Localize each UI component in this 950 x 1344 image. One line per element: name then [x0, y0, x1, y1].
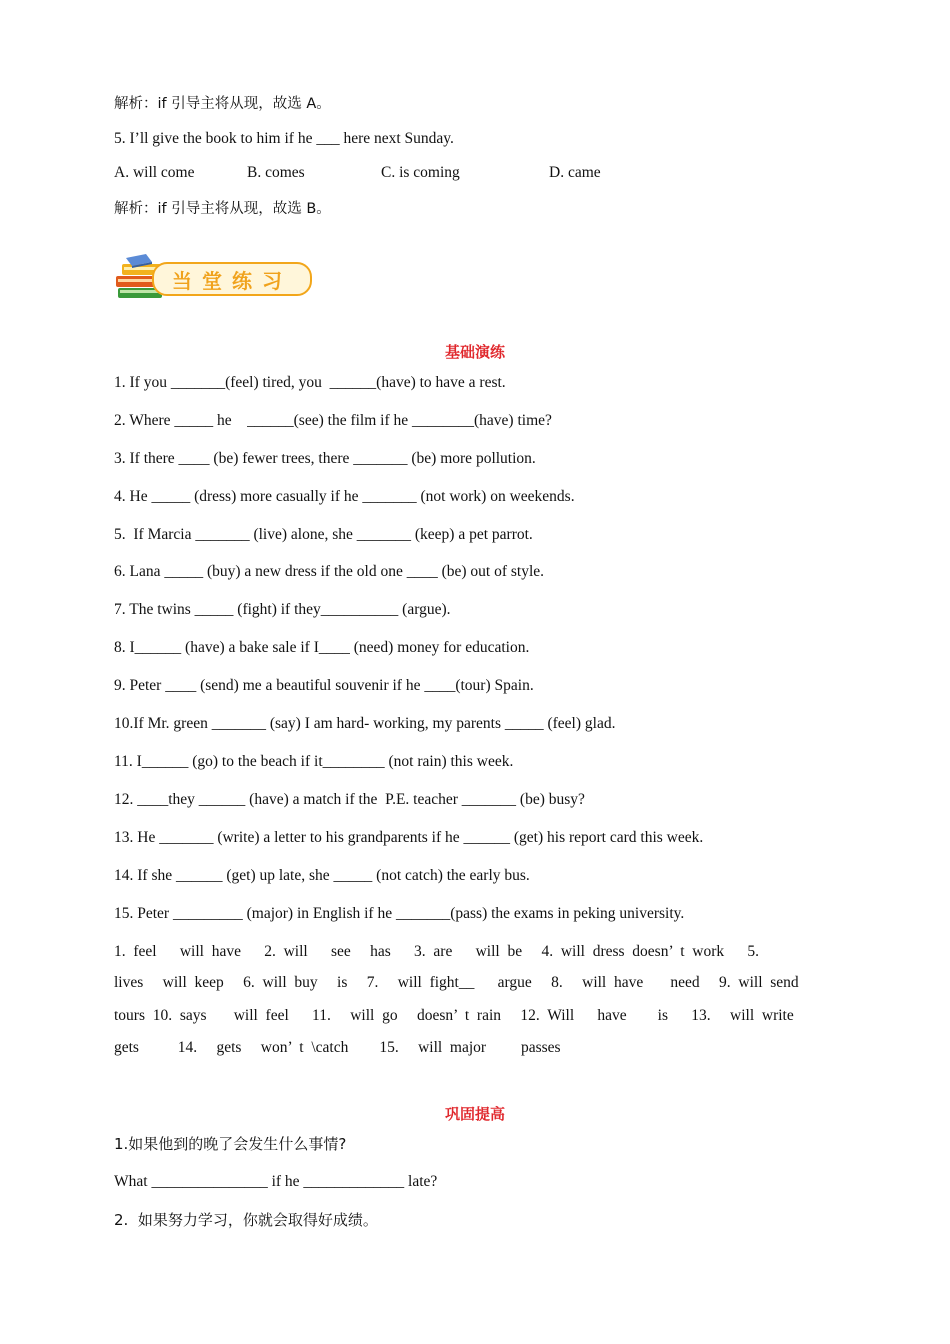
improve-q2-chinese: 2. 如果努力学习，你就会取得好成绩。	[114, 1211, 378, 1229]
analysis-4: 解析：if 引导主将从现，故选 A。	[114, 96, 331, 112]
option-c: C. is coming	[381, 164, 460, 181]
question-item: 12. ____they ______ (have) a match if the P.E. teacher _______ (be) busy?	[114, 791, 585, 808]
question-5: 5. I’ll give the book to him if he ___ here next Sunday.	[114, 130, 454, 147]
section-banner	[112, 252, 312, 306]
question-item: 13. He _______ (write) a letter to his grandparents if he ______ (get) his report card this week.	[114, 829, 704, 846]
option-d: D. came	[549, 164, 601, 181]
question-item: 11. I______ (go) to the beach if it________ (not rain) this week.	[114, 753, 514, 770]
option-b: B. comes	[247, 164, 305, 181]
option-a: A. will come	[114, 164, 195, 181]
improve-heading: 巩固提高	[444, 1105, 505, 1123]
question-item: 1. If you _______(feel) tired, you ______(have) to have a rest.	[114, 374, 506, 391]
basic-heading: 基础演练	[444, 343, 505, 361]
question-item: 15. Peter _________ (major) in English if he _______(pass) the exams in peking university.	[114, 905, 685, 922]
question-item: 7. The twins _____ (fight) if they__________ (argue).	[114, 601, 451, 618]
question-item: 14. If she ______ (get) up late, she _____ (not catch) the early bus.	[114, 867, 530, 884]
improve-q1-english: What _______________ if he _____________ late?	[114, 1173, 438, 1190]
answer-line: gets 14. gets won’ t \catch 15. will major passes	[114, 1039, 561, 1056]
question-item: 2. Where _____ he ______(see) the film if he ________(have) time?	[114, 412, 552, 429]
question-item: 9. Peter ____ (send) me a beautiful souvenir if he ____(tour) Spain.	[114, 677, 534, 694]
question-item: 6. Lana _____ (buy) a new dress if the old one ____ (be) out of style.	[114, 563, 545, 580]
banner-label: 当堂练习	[172, 269, 292, 293]
answer-line: lives will keep 6. will buy is 7. will fight__ argue 8. will have need 9. will send	[114, 974, 799, 991]
question-item: 8. I______ (have) a bake sale if I____ (need) money for education.	[114, 639, 530, 656]
question-item: 5. If Marcia _______ (live) alone, she _______ (keep) a pet parrot.	[114, 526, 533, 543]
question-item: 3. If there ____ (be) fewer trees, there _______ (be) more pollution.	[114, 450, 536, 467]
answer-line: 1. feel will have 2. will see has 3. are will be 4. will dress doesn’ t work 5.	[114, 943, 760, 960]
answer-line: tours 10. says will feel 11. will go doesn’ t rain 12. Will have is 13. will write	[114, 1007, 794, 1024]
question-item: 4. He _____ (dress) more casually if he _______ (not work) on weekends.	[114, 488, 575, 505]
question-item: 10.If Mr. green _______ (say) I am hard- working, my parents _____ (feel) glad.	[114, 715, 616, 732]
analysis-5: 解析：if 引导主将从现，故选 B。	[114, 201, 331, 217]
improve-q1-chinese: 1.如果他到的晚了会发生什么事情?	[114, 1135, 347, 1153]
